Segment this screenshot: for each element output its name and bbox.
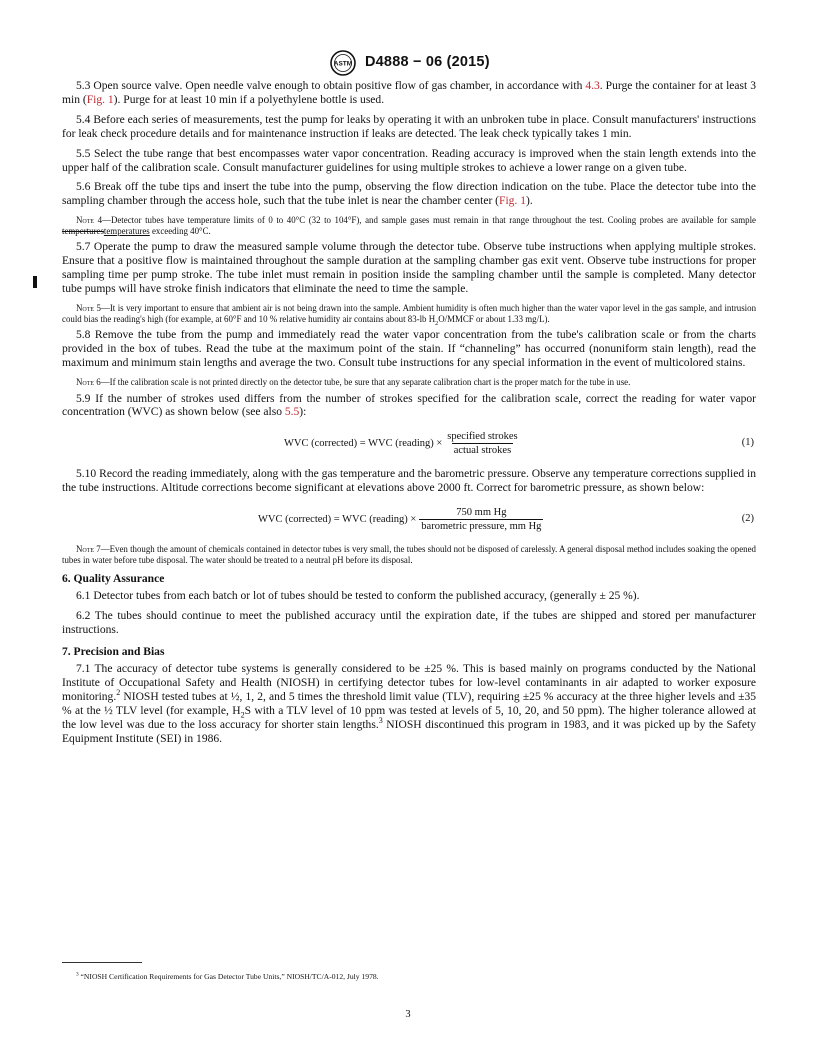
footnote-ref-2[interactable]: 2 [116, 688, 121, 698]
fig-1-link[interactable]: Fig. 1 [499, 195, 526, 208]
ref-4-3-link[interactable]: 4.3 [585, 80, 600, 92]
note-label: Note 5 [76, 303, 101, 314]
document-page [62, 50, 756, 753]
equation-number: (1) [741, 437, 754, 449]
para-number: 5.9 [76, 392, 91, 405]
para-number: 5.7 [76, 241, 91, 254]
paragraph-7-1: 7.1 The accuracy of detector tube systems is generally considered to be ±25 %. This is based mainly on programs conducted by the National Institute of Occupational Safety and Health (NIOSH) in certifying detector tubes for low-level contaminants in air adapted to worker exposure monitoring.$^2$ NIOSH tested tubes at ½, 1, 2, and 5 times the threshold limit value (TLV), requiring ±25 % accuracy at the three higher levels and ±35 % at the ½ TLV level (for example, $H_2S$ with a TLV level of 10 ppm was tested at levels of 5, 10, 20, and 50 ppm). The higher tolerance allowed at the low level was due to the loss accuracy for shorter stain lengths.$^3$ NIOSH discontinued this program in 1983, and it was picked up by the Safety Equipment Institute (SEI) in 1986. [62, 663, 756, 745]
fraction-numerator: 750 mm Hg [456, 506, 507, 518]
para-number: 6.1 [76, 590, 91, 603]
paragraph-5-10: 5.10 Record the reading immediately, along with the gas temperature and the barometric pressure. Observe any temperature corrections supplied in the tube instructions. Altitude corrections become significant at elevations above 2000 ft. Correct for barometric pressure, as shown below: [62, 468, 756, 495]
footnote-ref-3[interactable]: 3 [378, 715, 383, 725]
section-6-heading: 6. Quality Assurance [62, 573, 165, 586]
note-label: Note 6 [76, 376, 101, 387]
paragraph-5-8: 5.8 Remove the tube from the pump and immediately read the water vapor concentration from the tube's calibration scale or from the charts provided in the box of tubes. Read the tube at the maximum point of the stain. If “channeling” has occurred (nonuniform stain length), read the maximum and minimum stain lengths and average the two. Consult tube instructions for any special information in the event of multicolored stains. [62, 329, 756, 370]
fraction-numerator: specified strokes [447, 430, 518, 442]
equation-lhs: WVC (corrected) = WVC (reading) × [258, 513, 417, 525]
revision-change-bar [33, 276, 37, 288]
paragraph-5-7: 5.7 Operate the pump to draw the measured sample volume through the detector tube. Observe tube instructions when applying multiple strokes. Ensure that a positive flow is maintained throughout the sample duration at the sampling chamber gas exit vent. Observe tube instructions for proper sampling time per pump stroke. The tube inlet must remain in position inside the sampling chamber until the sample is completed. Many detector tube pumps will have stroke finish indicators that eliminate the need to time the sample. [62, 241, 756, 296]
inserted-text: temperatures [103, 225, 150, 236]
equation-1 [62, 426, 756, 460]
para-number: 5.10 [76, 468, 97, 481]
footnote-mark: 3 [76, 971, 79, 978]
page-number: 3 [405, 1009, 411, 1020]
astm-logo-text: ASTM [333, 60, 353, 68]
para-number: 7.1 [76, 663, 91, 676]
para-number: 6.2 [76, 610, 91, 623]
ref-5-5-link[interactable]: 5.5 [284, 406, 300, 419]
fraction-denominator: actual strokes [453, 444, 512, 456]
note-label: Note 7 [76, 544, 101, 555]
equation-2 [62, 502, 756, 536]
note-4: Note 4—Detector tubes have temperature limits of 0 to 40°C (32 to 104°F), and sample gases must remain in that range throughout the test. Cooling probes are available for sample temperturestemperatures exceeding 40°C. [62, 215, 756, 236]
para-number: 5.3 [76, 80, 91, 92]
footnote-3: $^3$ “NIOSH Certification Requirements for Gas Detector Tube Units,” NIOSH/TC/A-012, July 1978. [76, 971, 379, 981]
equation-fraction [445, 430, 519, 457]
para-number: 5.6 [76, 181, 91, 194]
note-5: Note 5—It is very important to ensure that ambient air is not being drawn into the sample. Ambient humidity is often much higher than the water vapor level in the gas sample, and intrusion could bias the reading's high (for example, at 60°F and 10 % relative humidity air contains about 83-lb $H_2O$/MMCF or about 1.33 mg/L). [62, 303, 757, 327]
equation-fraction [419, 506, 543, 533]
para-number: 5.8 [76, 329, 91, 342]
paragraph-5-5: 5.5 Select the tube range that best encompasses water vapor concentration. Reading accuracy is improved when the stain length extends into the upper half of the calibration scale. Consult manufacturer guidelines for using multiple strokes to achieve a lower range on a given tube. [62, 147, 757, 174]
paragraph-5-3: 5.3 Open source valve. Open needle valve enough to obtain positive flow of gas chamber, in accordance with 4.3. Purge the container for at least 3 min (Fig. 1). Purge for at least 10 min if a polyethylene bottle is used. [62, 80, 757, 106]
fig-1-link[interactable]: Fig. 1 [86, 93, 114, 106]
deleted-text: tempertures [62, 225, 104, 236]
para-number: 5.4 [76, 113, 91, 126]
section-7-heading: 7. Precision and Bias [62, 646, 165, 659]
paragraph-5-6: 5.6 Break off the tube tips and insert the tube into the pump, observing the flow direction indication on the tube. Place the detector tube into the sampling chamber through the access hole, such that the tube inlet is near the chamber center (Fig. 1). [62, 181, 756, 208]
footnote-divider [62, 962, 142, 963]
equation-number: (2) [741, 513, 754, 525]
note-6: Note 6—If the calibration scale is not printed directly on the detector tube, be sure that any separate calibration chart is the proper match for the tube in use. [76, 376, 631, 387]
paragraph-5-4: 5.4 Before each series of measurements, test the pump for leaks by operating it with an unbroken tube in place. Consult manufacturers' instructions for leak check procedure details and for maintenance instruction if leaks are detected. The leak check typically takes 1 min. [62, 113, 756, 140]
note-7: Note 7—Even though the amount of chemicals contained in detector tubes is very small, the tubes should not be disposed of carelessly. A general disposal method includes soaking the opened tubes in water before tube disposal. The water should be treated to a neutral pH before its disposal. [62, 544, 756, 565]
paragraph-5-9: 5.9 If the number of strokes used differs from the number of strokes specified for the calibration scale, correct the reading for water vapor concentration (WVC) as shown below (see also 5.5): [62, 392, 756, 419]
fraction-denominator: barometric pressure, mm Hg [421, 520, 542, 532]
para-number: 5.5 [76, 147, 91, 160]
standard-designation: D4888 − 06 (2015) [365, 54, 490, 70]
equation-lhs: WVC (corrected) = WVC (reading) × [284, 437, 443, 449]
paragraph-6-2: 6.2 The tubes should continue to meet the published accuracy until the expiration date, if the tubes are shipped and stored per manufacturer instructions. [62, 610, 756, 637]
page-header [62, 50, 756, 80]
paragraph-6-1: 6.1 Detector tubes from each batch or lot of tubes should be tested to conform the published accuracy, (generally ± 25 %). [76, 590, 640, 603]
astm-logo [330, 50, 356, 76]
note-label: Note 4 [76, 215, 103, 226]
